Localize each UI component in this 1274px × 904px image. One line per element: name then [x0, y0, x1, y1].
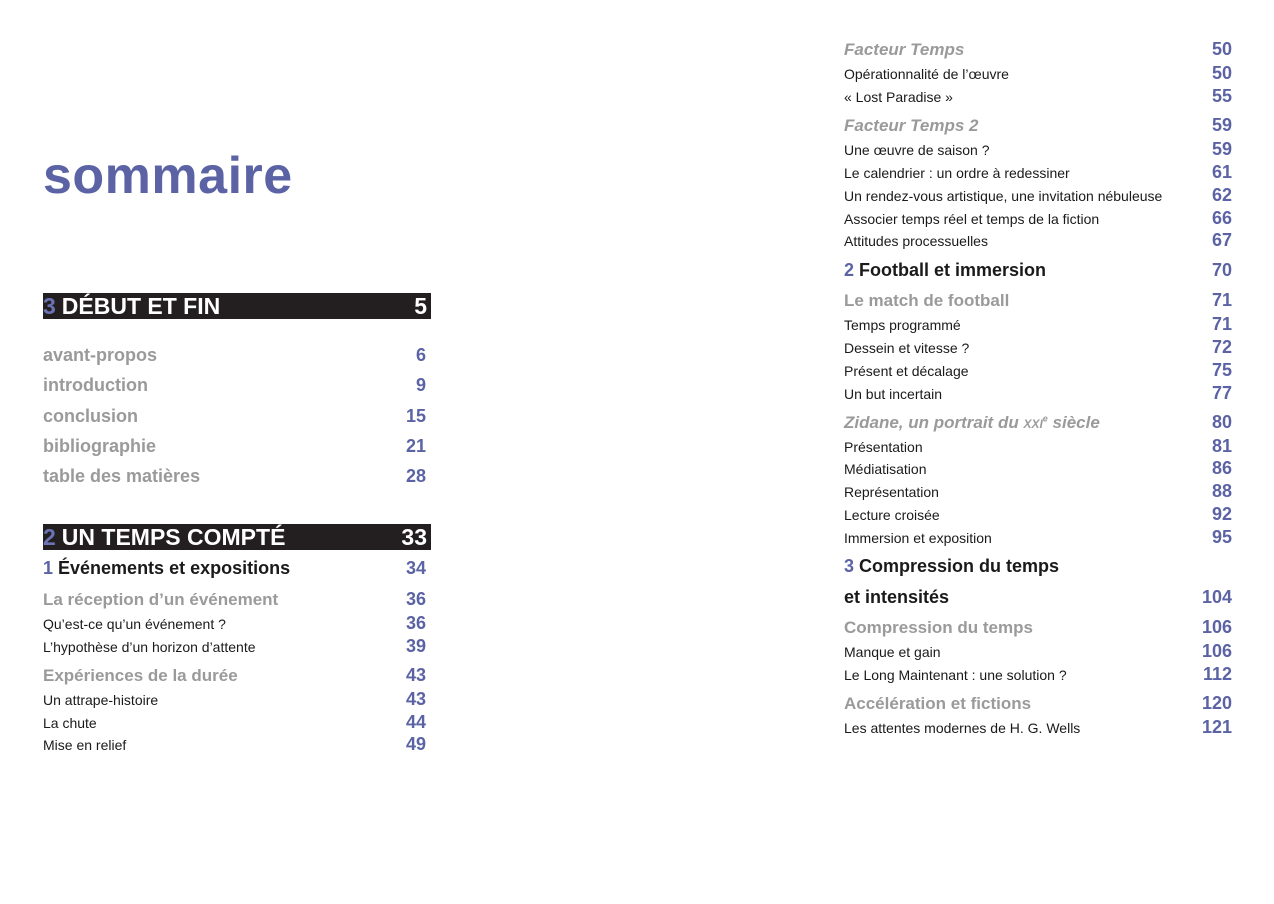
item-label: Lecture croisée: [844, 507, 940, 523]
toc-item[interactable]: [43, 712, 431, 733]
toc-section[interactable]: [844, 115, 1232, 136]
toc-item[interactable]: [844, 481, 1232, 502]
toc-item[interactable]: [844, 527, 1232, 548]
item-label: Médiatisation: [844, 461, 927, 477]
section-page: 50: [1211, 39, 1232, 59]
item-label: Mise en relief: [43, 737, 127, 753]
item-label: Temps programmé: [844, 317, 961, 333]
chapter-number: 3: [844, 556, 855, 576]
item-page: 112: [1202, 664, 1232, 684]
part-page: 33: [401, 523, 427, 550]
item-page: 67: [1211, 230, 1232, 250]
section-page: 59: [1211, 115, 1232, 135]
item-label: Opérationnalité de l’œuvre: [844, 66, 1009, 82]
item-label: Un but incertain: [844, 386, 943, 402]
chapter-page: 70: [1211, 260, 1232, 280]
part-2-header[interactable]: [43, 524, 431, 550]
toc-item[interactable]: [43, 689, 431, 710]
toc-entry-introduction[interactable]: [43, 375, 431, 396]
part-number: 2: [43, 523, 56, 550]
item-label: « Lost Paradise »: [844, 89, 953, 105]
item-label: Immersion et exposition: [844, 530, 992, 546]
toc-item[interactable]: [844, 86, 1232, 107]
section-label: La réception d’un événement: [43, 590, 279, 609]
item-page: 50: [1211, 63, 1232, 83]
item-page: 39: [405, 636, 426, 656]
item-label: Un attrape-histoire: [43, 692, 159, 708]
item-page: 62: [1211, 185, 1232, 205]
item-page: 77: [1211, 383, 1232, 403]
item-label: Présent et décalage: [844, 363, 969, 379]
entry-page: 15: [405, 406, 426, 426]
section-label: Compression du temps: [844, 618, 1033, 637]
section-page: 120: [1201, 693, 1232, 713]
part-label: UN TEMPS COMPTÉ: [61, 523, 286, 550]
item-page: 59: [1211, 139, 1232, 159]
item-page: 95: [1211, 527, 1232, 547]
chapter-label: Football et immersion: [859, 260, 1047, 280]
section-label: Facteur Temps: [844, 40, 965, 59]
item-page: 81: [1211, 436, 1232, 456]
chapter-label-continued: et intensités: [844, 587, 950, 607]
item-label: Dessein et vitesse ?: [844, 340, 970, 356]
entry-label: bibliographie: [43, 436, 157, 456]
part-page: 5: [414, 292, 427, 319]
toc-item[interactable]: [43, 734, 431, 755]
item-page: 36: [405, 613, 426, 633]
item-page: 66: [1211, 208, 1232, 228]
toc-section[interactable]: [844, 412, 1232, 433]
item-page: 75: [1211, 360, 1232, 380]
toc-entry-conclusion[interactable]: [43, 406, 431, 427]
item-label: Manque et gain: [844, 644, 941, 660]
entry-label: conclusion: [43, 406, 139, 426]
chapter-number: 2: [844, 260, 855, 280]
toc-chapter-2[interactable]: [844, 260, 1232, 281]
section-label: Expériences de la durée: [43, 666, 238, 685]
toc-item[interactable]: [844, 458, 1232, 479]
item-label: Associer temps réel et temps de la fiction: [844, 211, 1100, 227]
item-label: Présentation: [844, 439, 923, 455]
item-page: 44: [405, 712, 426, 732]
toc-section[interactable]: [43, 589, 431, 610]
item-page: 72: [1211, 337, 1232, 357]
entry-label: avant-propos: [43, 345, 158, 365]
item-label: Une œuvre de saison ?: [844, 142, 990, 158]
item-label: Attitudes processuelles: [844, 233, 988, 249]
toc-entry-avant-propos[interactable]: [43, 345, 431, 366]
toc-item[interactable]: [844, 360, 1232, 381]
item-label: L’hypothèse d’un horizon d’attente: [43, 639, 256, 655]
item-page: 92: [1211, 504, 1232, 524]
item-page: 121: [1201, 717, 1232, 737]
toc-chapter-1[interactable]: [43, 558, 431, 579]
item-label: Représentation: [844, 484, 939, 500]
toc-item[interactable]: [844, 162, 1232, 183]
item-page: 88: [1211, 481, 1232, 501]
section-page: 43: [405, 665, 426, 685]
toc-section[interactable]: [43, 665, 431, 686]
section-page: 36: [405, 589, 426, 609]
chapter-page: 104: [1201, 587, 1232, 607]
toc-item[interactable]: [844, 436, 1232, 457]
item-page: 55: [1211, 86, 1232, 106]
entry-page: 9: [415, 375, 426, 395]
section-label: Le match de football: [844, 291, 1010, 310]
toc-item[interactable]: [844, 208, 1232, 229]
toc-item[interactable]: [844, 314, 1232, 335]
toc-section[interactable]: [844, 290, 1232, 311]
part-3-header[interactable]: [43, 293, 431, 319]
item-label: Qu’est-ce qu’un événement ?: [43, 616, 226, 632]
item-page: 49: [405, 734, 426, 754]
toc-item[interactable]: [844, 383, 1232, 404]
section-label: Facteur Temps 2: [844, 116, 979, 135]
toc-item[interactable]: [844, 63, 1232, 84]
item-label: Un rendez-vous artistique, une invitation nébuleuse: [844, 188, 1163, 204]
section-page: 106: [1201, 617, 1232, 637]
section-page: 80: [1211, 412, 1232, 432]
item-label: Les attentes modernes de H. G. Wells: [844, 720, 1081, 736]
entry-label: introduction: [43, 375, 148, 395]
toc-section[interactable]: [844, 617, 1232, 638]
toc-item[interactable]: [844, 337, 1232, 358]
toc-item[interactable]: [844, 139, 1232, 160]
entry-page: 28: [405, 466, 426, 486]
toc-item[interactable]: [844, 641, 1232, 662]
toc-item[interactable]: [844, 504, 1232, 525]
toc-item[interactable]: [844, 185, 1232, 206]
toc-item[interactable]: [43, 636, 431, 657]
item-page: 106: [1201, 641, 1232, 661]
item-page: 61: [1211, 162, 1232, 182]
toc-chapter-3[interactable]: [844, 556, 1232, 577]
toc-section[interactable]: [844, 693, 1232, 714]
item-label: La chute: [43, 715, 97, 731]
chapter-label: Compression du temps: [859, 556, 1060, 576]
toc-item[interactable]: [844, 664, 1232, 685]
part-label: DÉBUT ET FIN: [61, 292, 221, 319]
item-label: Le Long Maintenant : une solution ?: [844, 667, 1067, 683]
item-label: Le calendrier : un ordre à redessiner: [844, 165, 1070, 181]
page-title: sommaire: [43, 147, 293, 205]
toc-item[interactable]: [844, 717, 1232, 738]
item-page: 43: [405, 689, 426, 709]
toc-chapter-3-continued[interactable]: [844, 587, 1232, 608]
entry-label: table des matières: [43, 466, 201, 486]
toc-entry-table-des-matieres[interactable]: [43, 466, 431, 487]
entry-page: 21: [405, 436, 426, 456]
chapter-label: Événements et expositions: [58, 558, 291, 578]
section-label: Zidane, un portrait du xxi$^e$ siècle: [844, 413, 1100, 432]
toc-item[interactable]: [43, 613, 431, 634]
item-page: 86: [1211, 458, 1232, 478]
toc-section[interactable]: [844, 39, 1232, 60]
item-page: 71: [1211, 314, 1232, 334]
section-page: 71: [1211, 290, 1232, 310]
part-number: 3: [43, 292, 56, 319]
chapter-page: 34: [405, 558, 426, 578]
entry-page: 6: [415, 345, 426, 365]
toc-item[interactable]: [844, 230, 1232, 251]
toc-entry-bibliographie[interactable]: [43, 436, 431, 457]
section-label: Accélération et fictions: [844, 694, 1032, 713]
chapter-number: 1: [43, 558, 54, 578]
